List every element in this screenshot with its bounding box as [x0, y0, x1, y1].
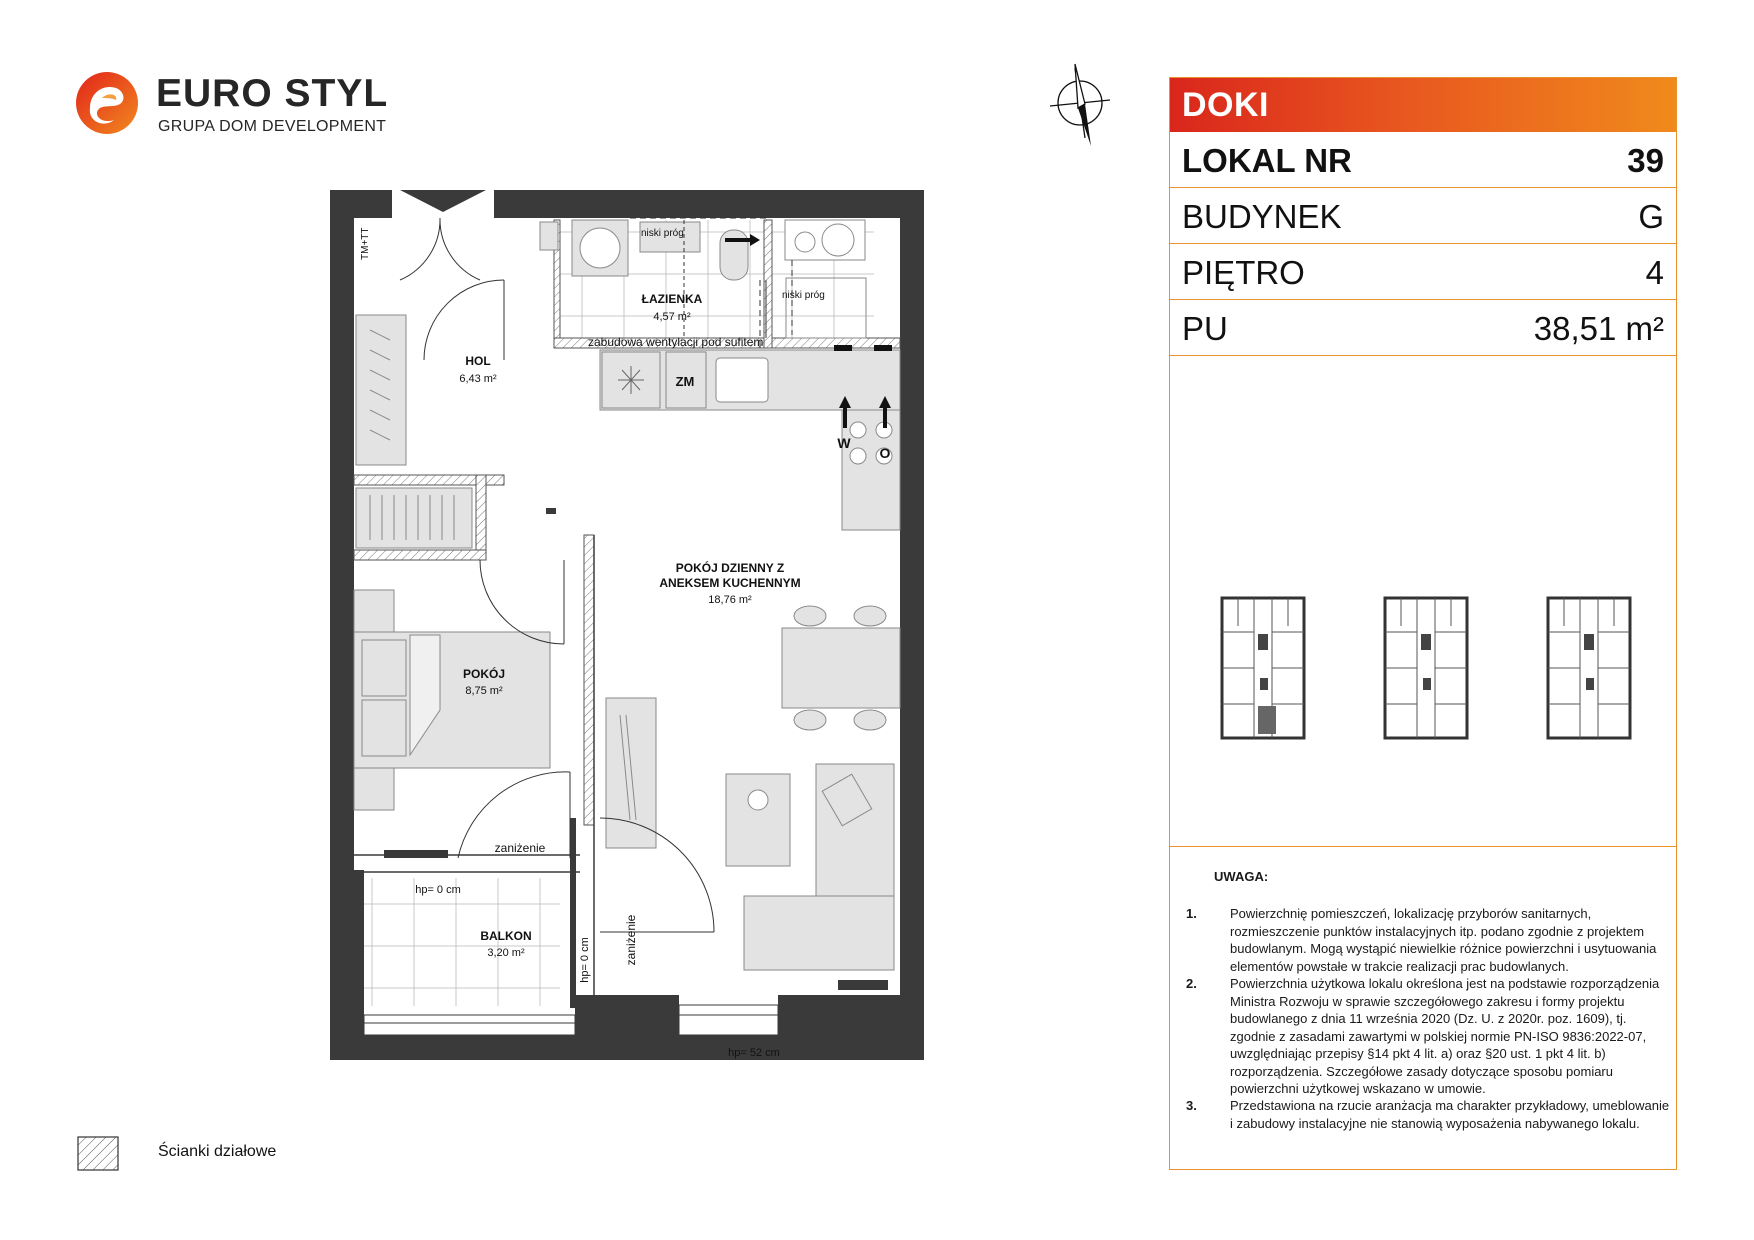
building-label: BUDYNEK — [1182, 198, 1342, 235]
room-area-living: 18,76 m² — [708, 594, 752, 606]
hatched-wall-icon — [77, 1136, 119, 1171]
room-area-hall: 6,43 m² — [459, 373, 497, 385]
floor-plan — [330, 190, 925, 1060]
panel-header — [1170, 78, 1676, 132]
drain-label: O — [879, 445, 891, 461]
floor-row — [1170, 244, 1676, 300]
area-label: PU — [1182, 310, 1228, 347]
water-label: W — [837, 435, 851, 451]
note-2-text: Powierzchnia użytkowa lokalu określona jest na podstawie rozporządzenia Ministra Rozwoju w sprawie szczegółowego zakresu i formy projektu budowlanego z dnia 11 września 2020 (Dz. U. z 2020r. poz. 1609), tj. zgodnie z zasadami zawartymi w polskiej normie PN-ISO 9836:2022-07, uwzględniając przepisy §14 pkt 4 lit. a) oraz §20 ust. 1 pkt 4 lit. b) rozporządzenia. Szczegółowe zasady dotyczące sposobu pomiaru powierzchni użytkowej wskazano w umowie. — [1230, 976, 1660, 1096]
hp-label-1: hp= 0 cm — [415, 884, 461, 896]
zm-label: ZM — [675, 374, 695, 389]
room-area-bathroom: 4,57 m² — [653, 311, 691, 323]
building-row — [1170, 188, 1676, 244]
room-area-bedroom: 8,75 m² — [465, 685, 503, 697]
north-arrow-icon — [1045, 58, 1115, 148]
area-row — [1170, 300, 1676, 356]
floor-label: PIĘTRO — [1182, 254, 1305, 291]
note-1-number: 1. — [1186, 906, 1197, 921]
brand-name: EURO STYL — [156, 72, 389, 115]
note-1-text: Powierzchnię pomieszczeń, lokalizację przyborów sanitarnych, rozmieszczenie punktów instalacyjnych itp. podano zgodnie z projektem budowlanym. Mogą wystąpić niewielkie różnice powierzchni i usytuowania elementów powstałe w trakcie realizacji prac budowlanych. — [1230, 906, 1657, 974]
lowering-label-2: zaniżenie — [624, 914, 638, 966]
floor-key-plan-2 — [1383, 596, 1469, 740]
hp-label-2: hp= 0 cm — [579, 937, 591, 983]
note-3-text: Przedstawiona na rzucie aranżacja ma charakter przykładowy, umeblowanie i zabudowy instalacyjne nie stanowią wyposażenia nabywanego lokalu. — [1230, 1098, 1670, 1131]
floor-key-plan-3 — [1546, 596, 1632, 740]
note-2-number: 2. — [1186, 976, 1197, 991]
room-name-hall: HOL — [465, 354, 491, 368]
floor-key-plan-1 — [1220, 596, 1306, 740]
room-name-bedroom: POKÓJ — [462, 667, 506, 681]
threshold-label-2: niski próg — [782, 290, 825, 301]
unit-number-value: 39 — [1627, 142, 1664, 179]
notes-title: UWAGA: — [1214, 869, 1269, 884]
legend-label: Ścianki działowe — [158, 1143, 277, 1160]
floor-value: 4 — [1645, 254, 1664, 291]
lowering-label-1: zaniżenie — [494, 841, 546, 855]
brand-subtitle: GRUPA DOM DEVELOPMENT — [158, 118, 387, 135]
building-value: G — [1638, 198, 1664, 235]
room-name-living-2: ANEKSEM KUCHENNYM — [659, 576, 801, 590]
notes-section — [1170, 846, 1676, 1172]
room-name-living-1: POKÓJ DZIENNY Z — [675, 561, 785, 575]
unit-number-row — [1170, 132, 1676, 188]
eurostyl-logo-icon — [74, 70, 140, 136]
room-area-balcony: 3,20 m² — [487, 947, 525, 959]
room-name-bathroom: ŁAZIENKA — [641, 292, 703, 306]
project-name: DOKI — [1182, 86, 1269, 124]
area-value: 38,51 m² — [1533, 310, 1664, 347]
logo — [74, 70, 394, 140]
unit-number-label: LOKAL NR — [1182, 142, 1352, 179]
unit-info-panel — [1169, 77, 1677, 1170]
note-3-number: 3. — [1186, 1098, 1197, 1113]
room-name-balcony: BALKON — [480, 929, 532, 943]
tm-label: TM+TT — [360, 227, 371, 260]
threshold-label-1: niski próg — [641, 228, 684, 239]
hp-label-3: hp= 52 cm — [728, 1047, 780, 1059]
ventilation-label: zabudowa wentylacji pod sufitem — [588, 335, 764, 349]
